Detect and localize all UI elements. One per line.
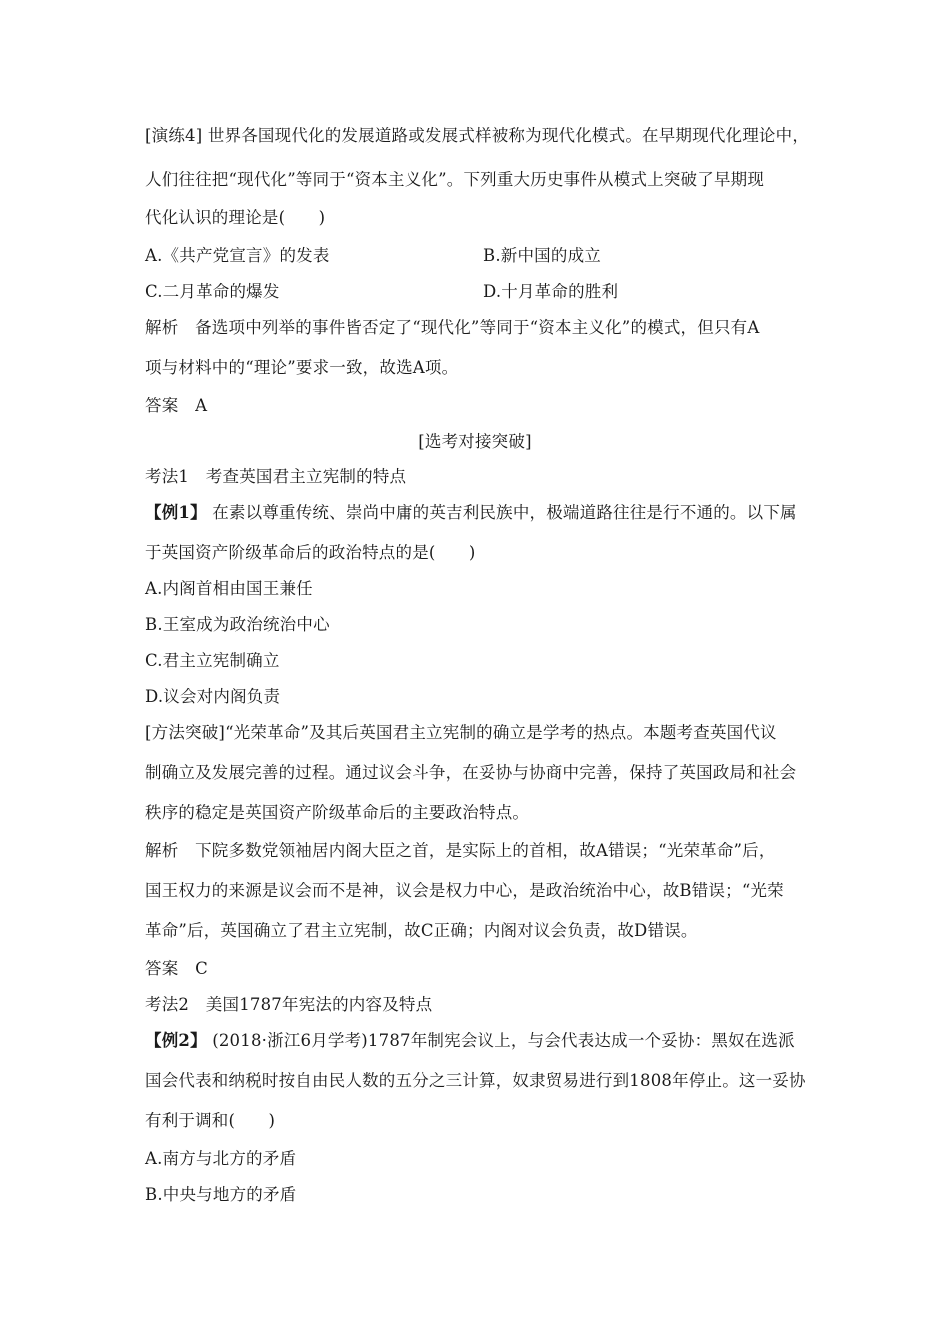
example1-option-a: A.内阁首相由国王兼任 [145,579,313,598]
example1-analysis-line-1: 解析 下院多数党领袖居内阁大臣之首，是实际上的首相，故A错误；“光荣革命”后， [145,841,776,860]
method-breakthrough-line-3: 秩序的稳定是英国资产阶级革命后的主要政治特点。 [145,803,530,822]
drill4-question-line-1: [演练4] 世界各国现代化的发展道路或发展式样被称为现代化模式。在早期现代化理论中， [145,126,810,145]
example1-tag: 【例1】 [145,503,207,522]
method2-heading: 考法2 美国1787年宪法的内容及特点 [145,995,433,1014]
section-title: [选考对接突破] [418,432,532,451]
example1-option-d: D.议会对内阁负责 [145,687,281,706]
example1-analysis-line-3: 革命”后，英国确立了君主立宪制，故C正确；内阁对议会负责，故D错误。 [145,921,698,940]
drill4-analysis-line-2: 项与材料中的“理论”要求一致，故选A项。 [145,358,459,377]
example2-question-line-1 [145,1031,795,1051]
drill4-analysis-line-1: 解析 备选项中列举的事件皆否定了“现代化”等同于“资本主义化”的模式，但只有A [145,318,760,337]
example2-question-line-2: 国会代表和纳税时按自由民人数的五分之三计算，奴隶贸易进行到1808年停止。这一妥协 [145,1071,806,1090]
example1-option-b: B.王室成为政治统治中心 [145,615,330,634]
example2-option-b: B.中央与地方的矛盾 [145,1185,297,1204]
example1-question-line-1 [145,503,797,523]
drill4-option-c: C.二月革命的爆发 [145,282,280,301]
method-breakthrough-line-1: [方法突破]“光荣革命”及其后英国君主立宪制的确立是学考的热点。本题考查英国代议 [145,723,777,742]
drill4-question-line-2: 人们往往把“现代化”等同于“资本主义化”。下列重大历史事件从模式上突破了早期现 [145,170,765,189]
example1-analysis-line-2: 国王权力的来源是议会而不是神，议会是权力中心，是政治统治中心，故B错误；“光荣 [145,881,784,900]
example2-option-a: A.南方与北方的矛盾 [145,1149,297,1168]
method-breakthrough-line-2: 制确立及发展完善的过程。通过议会斗争，在妥协与协商中完善，保持了英国政局和社会 [145,763,797,782]
method1-heading: 考法1 考查英国君主立宪制的特点 [145,467,407,486]
example1-answer: 答案 C [145,959,208,978]
drill4-question-line-3: 代化认识的理论是( ) [145,208,326,227]
example1-option-c: C.君主立宪制确立 [145,651,280,670]
example2-text: (2018·浙江6月学考)1787年制宪会议上，与会代表达成一个妥协：黑奴在选派 [206,1031,795,1050]
example2-question-line-3: 有利于调和( ) [145,1111,276,1130]
drill4-option-b: B.新中国的成立 [483,246,601,265]
drill4-answer: 答案 A [145,396,208,415]
drill4-option-d: D.十月革命的胜利 [483,282,619,301]
example1-question-line-2: 于英国资产阶级革命后的政治特点的是( ) [145,543,476,562]
example2-tag: 【例2】 [145,1031,207,1050]
example1-text: 在素以尊重传统、崇尚中庸的英吉利民族中，极端道路往往是行不通的。以下属 [206,503,797,522]
drill4-option-a: A.《共产党宣言》的发表 [145,246,330,265]
